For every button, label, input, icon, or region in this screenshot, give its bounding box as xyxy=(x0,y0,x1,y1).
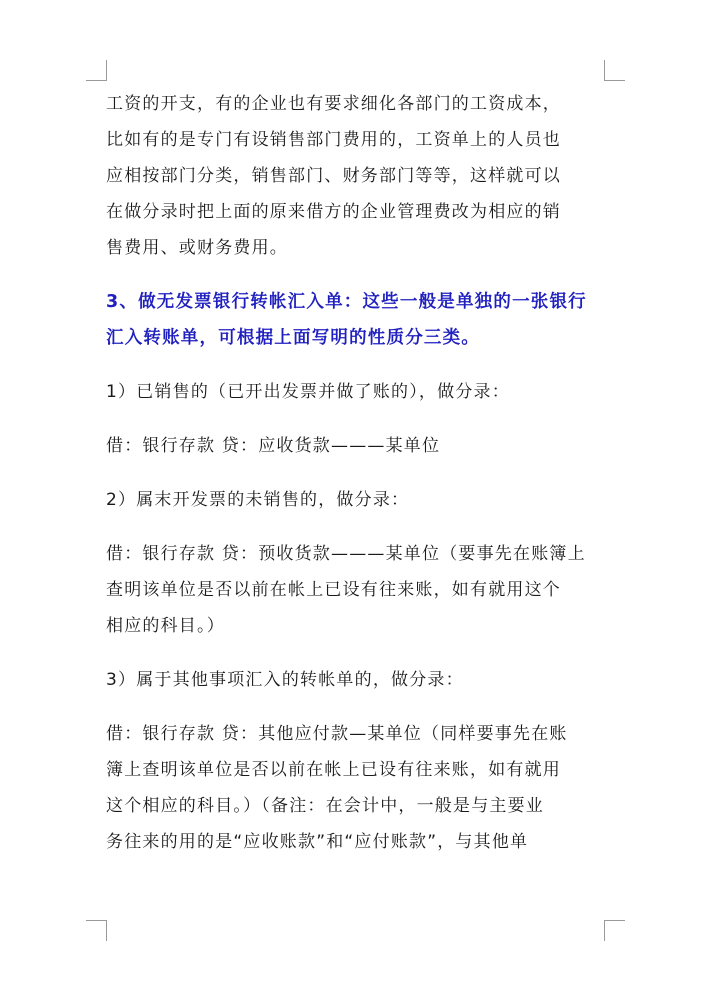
text-line: 比如有的是专门有设销售部门费用的，工资单上的人员也 xyxy=(106,130,561,150)
text-line: 借：银行存款 贷：应收货款———某单位 xyxy=(106,436,441,456)
item-3-entry xyxy=(106,716,606,860)
text-line: 借：银行存款 贷：其他应付款—某单位（同样要事先在账 xyxy=(106,724,568,744)
heading-line: 3、做无发票银行转帐汇入单：这些一般是单独的一张银行 xyxy=(106,292,587,312)
text-line: 售费用、或财务费用。 xyxy=(106,238,288,258)
item-1-title xyxy=(106,374,606,410)
item-2-title xyxy=(106,482,606,518)
text-line: 3）属于其他事项汇入的转帐单的，做分录： xyxy=(106,670,464,690)
crop-mark-top-right xyxy=(604,60,625,81)
text-line: 簿上查明该单位是否以前在帐上已设有往来账，如有就用 xyxy=(106,760,561,780)
crop-mark-bottom-right xyxy=(604,920,625,941)
text-line: 借：银行存款 贷：预收货款———某单位（要事先在账簿上 xyxy=(106,544,586,564)
item-2-entry xyxy=(106,536,606,644)
document-body xyxy=(106,86,606,860)
paragraph-payroll xyxy=(106,86,606,266)
text-line: 相应的科目。） xyxy=(106,616,225,636)
text-line: 在做分录时把上面的原来借方的企业管理费改为相应的销 xyxy=(106,202,561,222)
heading-line: 汇入转账单，可根据上面写明的性质分三类。 xyxy=(106,328,480,348)
item-3-title xyxy=(106,662,606,698)
text-line: 工资的开支，有的企业也有要求细化各部门的工资成本， xyxy=(106,94,561,114)
text-line: 查明该单位是否以前在帐上已设有往来账，如有就用这个 xyxy=(106,580,561,600)
crop-mark-bottom-left xyxy=(86,920,107,941)
text-line: 务往来的用的是“应收账款”和“应付账款”，与其他单 xyxy=(106,832,529,852)
item-1-entry xyxy=(106,428,606,464)
text-line: 这个相应的科目。）（备注：在会计中，一般是与主要业 xyxy=(106,796,544,816)
text-line: 1）已销售的（已开出发票并做了账的），做分录： xyxy=(106,382,510,402)
section-heading-3 xyxy=(106,284,606,356)
crop-mark-top-left xyxy=(86,60,107,81)
text-line: 应相按部门分类，销售部门、财务部门等等，这样就可以 xyxy=(106,166,561,186)
text-line: 2）属末开发票的未销售的，做分录： xyxy=(106,490,410,510)
